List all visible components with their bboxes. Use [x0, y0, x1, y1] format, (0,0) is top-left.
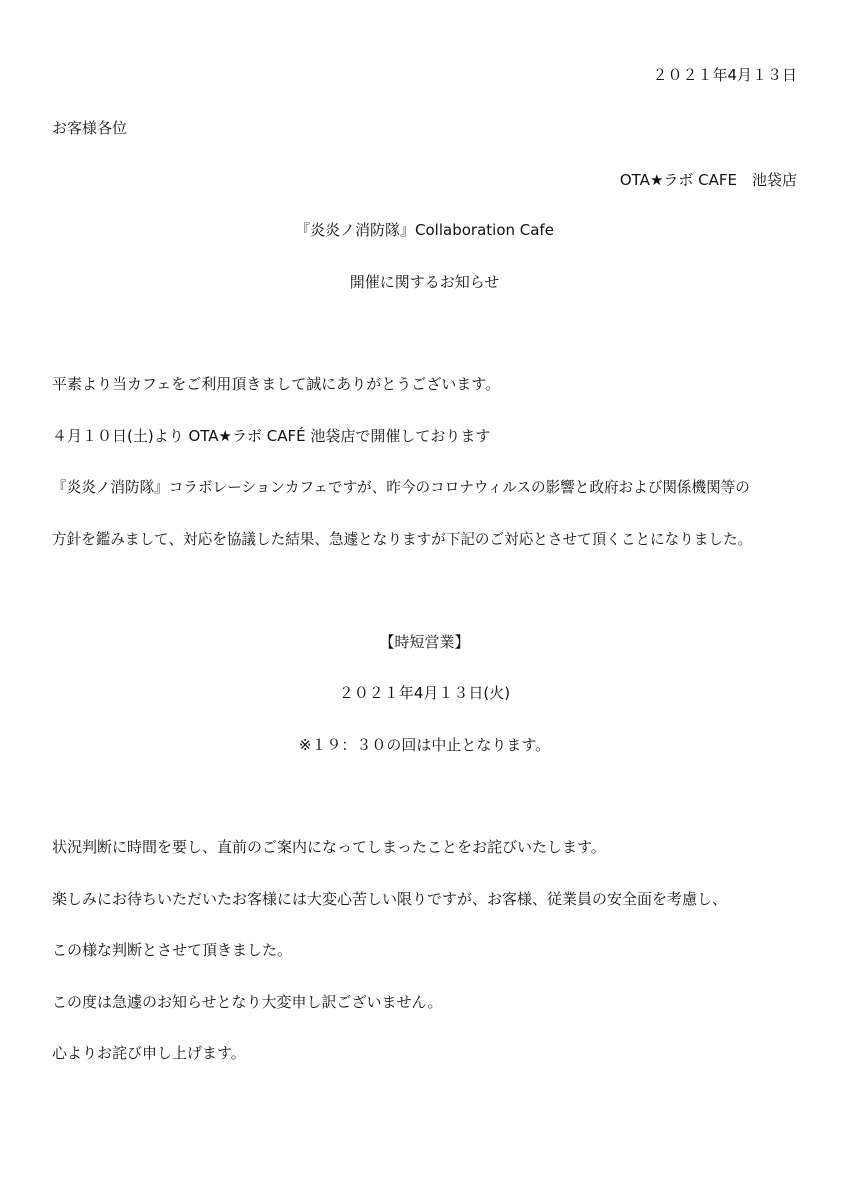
closing-line-5: 心よりお詫び申し上げます。	[52, 1044, 246, 1062]
document-subtitle: 開催に関するお知らせ	[349, 273, 500, 291]
intro-line-3: 『炎炎ノ消防隊』コラボレーションカフェですが、昨今のコロナウィルスの影響と政府および関係機関等の	[52, 479, 750, 496]
closing-line-2: 楽しみにお待ちいただいたお客様には大変心苦しい限りですが、お客様、従業員の安全面を考慮し、	[52, 890, 728, 908]
notice-date: ２０２１年4月１３日(火)	[338, 684, 511, 702]
closing-line-1: 状況判断に時間を要し、直前のご案内になってしまったことをお詫びいたします。	[52, 838, 606, 856]
intro-line-4: 方針を鑑みまして、対応を協議した結果、急遽となりますが下記のご対応とさせて頂くことになりました。	[52, 531, 753, 548]
intro-line-2: ４月１０日(土)より OTA★ラボ CAFÉ 池袋店で開催しております	[52, 427, 491, 445]
document-date: ２０２１年4月１３日	[652, 66, 797, 84]
sender-name: OTA★ラボ CAFE 池袋店	[619, 171, 797, 189]
intro-line-1: 平素より当カフェをご利用頂きまして誠にありがとうございます。	[52, 375, 501, 393]
closing-line-4: この度は急遽のお知らせとなり大変申し訳ございません。	[52, 993, 443, 1011]
salutation: お客様各位	[52, 119, 128, 137]
notice-heading: 【時短営業】	[379, 633, 470, 651]
notice-detail: ※１９：３０の回は中止となります。	[298, 736, 551, 754]
document-title: 『炎炎ノ消防隊』Collaboration Cafe	[295, 221, 554, 239]
closing-line-3: この様な判断とさせて頂きました。	[52, 941, 293, 959]
